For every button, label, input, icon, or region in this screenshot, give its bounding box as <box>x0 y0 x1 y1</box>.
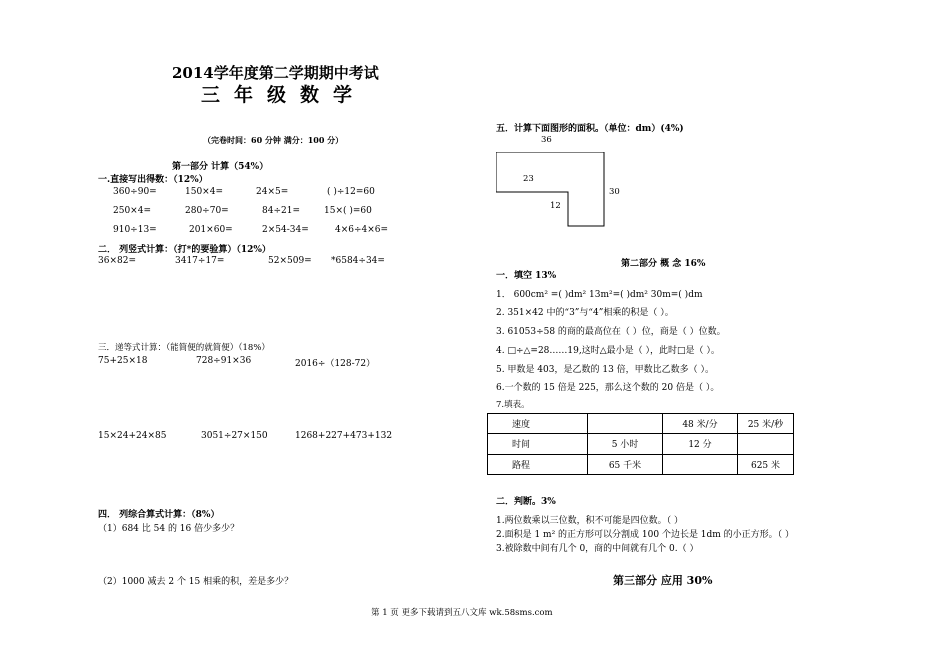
part2-title: 第二部分 概 念 16% <box>621 259 706 269</box>
table-cell <box>738 434 794 454</box>
judge-title: 二．判断。3% <box>496 497 556 507</box>
vertical-calc-item: 36×82= <box>98 256 136 266</box>
table-cell <box>588 414 663 434</box>
dimension-label: 12 <box>550 201 561 211</box>
table-cell: 625 米 <box>738 454 794 474</box>
dimension-label: 23 <box>523 174 534 184</box>
judge-item: 1.两位数乘以三位数，积不可能是四位数。（ ） <box>496 516 683 526</box>
calc-item: 15×( )=60 <box>324 206 372 216</box>
fill-in-item: 3. 61053÷58 的商的最高位在（ ）位，商是（ ）位数。 <box>496 327 726 337</box>
calc-item: 4×6÷4×6= <box>335 225 389 235</box>
dimension-label: 30 <box>609 187 620 197</box>
stepwise-item: 2016÷（128-72） <box>295 359 376 369</box>
l-shape-outline <box>496 152 604 226</box>
section3-title: 三．递等式计算：（能简便的就简便）（18%） <box>98 343 270 353</box>
section4-title: 四． 列综合算式计算：（8%） <box>98 510 220 520</box>
fill-in-item: 6.一个数的 15 倍是 225，那么这个数的 20 倍是（ ）。 <box>496 383 720 393</box>
exam-title: 2014学年度第二学期期中考试 <box>172 64 379 82</box>
calc-item: 150×4= <box>185 187 223 197</box>
fill-in-item: 1． 600cm² =( )dm² 13m²=( )dm² 30m=( )dm <box>496 290 703 300</box>
stepwise-item: 75+25×18 <box>98 356 148 366</box>
fill-in-title: 一．填空 13% <box>496 271 557 281</box>
vertical-calc-item: 3417÷17= <box>175 256 225 266</box>
fill-in-item: 4. □÷△=28……19,这时△最小是（ ），此时□是（ ）。 <box>496 346 720 356</box>
fill-in-item: 5. 甲数是 403，是乙数的 13 倍，甲数比乙数多（ ）。 <box>496 365 715 375</box>
stepwise-item: 15×24+24×85 <box>98 431 167 441</box>
vertical-calc-item: 52×509= <box>268 256 312 266</box>
page-footer: 第 1 页 更多下载请到五八文库 wk.58sms.com <box>371 608 553 618</box>
table-cell: 路程 <box>488 454 588 474</box>
table-row <box>488 434 794 454</box>
table-cell: 65 千米 <box>588 454 663 474</box>
calc-item: 910÷13= <box>113 225 157 235</box>
word-problem: （2）1000 减去 2 个 15 相乘的积，差是多少？ <box>98 577 294 587</box>
calc-item: ( )÷12=60 <box>327 187 375 197</box>
table-row <box>488 454 794 474</box>
stepwise-item: 728÷91×36 <box>196 356 252 366</box>
stepwise-item: 3051÷27×150 <box>201 431 268 441</box>
calc-item: 24×5= <box>256 187 289 197</box>
word-problem: （1）684 比 54 的 16 倍少多少？ <box>98 524 240 534</box>
judge-item: 2.面积是 1 m² 的正方形可以分割成 100 个边长是 1dm 的小正方形。（ ） <box>496 530 795 540</box>
table-row <box>488 414 794 434</box>
calc-item: 84÷21= <box>262 206 300 216</box>
calc-item: 250×4= <box>113 206 151 216</box>
calc-item: 2×54-34= <box>262 225 309 235</box>
vertical-calc-item: *6584÷34= <box>331 256 385 266</box>
section1-title: 一.直接写出得数：（12%） <box>98 175 208 185</box>
table-cell: 速度 <box>488 414 588 434</box>
table-cell <box>663 454 738 474</box>
part1-title: 第一部分 计算（54%） <box>172 162 269 172</box>
calc-item: 360÷90= <box>113 187 157 197</box>
table-cell: 48 米/分 <box>663 414 738 434</box>
table-cell: 25 米/秒 <box>738 414 794 434</box>
section2-title: 二． 列竖式计算：（打*的要验算）（12%） <box>98 245 271 255</box>
dimension-label: 36 <box>541 135 552 145</box>
l-shape-figure <box>496 152 626 232</box>
exam-info: （完卷时间：60 分钟 满分：100 分） <box>203 135 344 145</box>
fill-in-item: 7.填表。 <box>496 400 530 410</box>
calc-item: 280÷70= <box>185 206 229 216</box>
table-cell: 12 分 <box>663 434 738 454</box>
table-cell: 时间 <box>488 434 588 454</box>
exam-subject: 三年级数学 <box>201 84 367 106</box>
table-cell: 5 小时 <box>588 434 663 454</box>
calc-item: 201×60= <box>189 225 233 235</box>
section5-title: 五．计算下面图形的面积。（单位：dm）(4%) <box>496 124 684 134</box>
judge-item: 3.被除数中间有几个 0，商的中间就有几个 0.（ ） <box>496 544 699 554</box>
stepwise-item: 1268+227+473+132 <box>295 431 393 441</box>
fill-in-item: 2. 351×42 中的“3”与“4”相乘的积是（ ）。 <box>496 308 674 318</box>
speed-time-distance-table <box>487 413 794 475</box>
part3-title: 第三部分 应用 30% <box>613 574 713 587</box>
